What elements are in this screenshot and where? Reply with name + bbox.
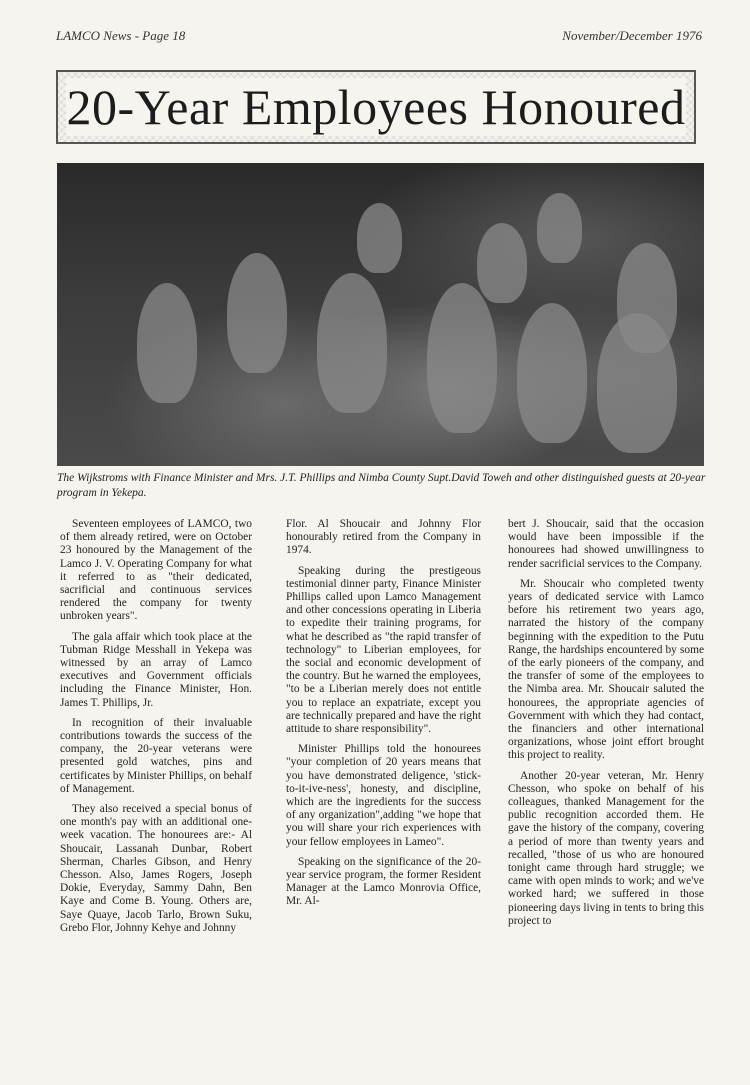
- paragraph: Minister Phillips told the honourees "your completion of 20 years means that you have demonstrated deligence, 'stick-to-it-ive-ness', honesty, and discipline, which are the ingredients for the success of any organization",adding "we hope that you will share your rich experiences with your fellow employees in Lameo".: [286, 743, 481, 848]
- headline: 20-Year Employees Honoured: [66, 79, 686, 135]
- page-header-date: November/December 1976: [562, 28, 702, 43]
- photo-caption: The Wijkstroms with Finance Minister and Mrs. J.T. Phillips and Nimba County Supt.David Toweh and other distinguished guests at 20-year program in Yekepa.: [57, 472, 706, 499]
- article-column-1: [60, 518, 252, 942]
- paragraph: Seventeen employees of LAMCO, two of them already retired, were on October 23 honoured by the Management of the Lamco J. V. Operating Company for what it referred to as "their dedicated, sacrificial and continuous services rendered the company for twenty unbroken years".: [60, 518, 252, 623]
- paragraph: Flor. Al Shoucair and Johnny Flor honourably retired from the Company in 1974.: [286, 518, 481, 557]
- headline-inner: [66, 78, 686, 136]
- page-header-left: LAMCO News - Page 18: [56, 28, 186, 43]
- article-column-3: [508, 518, 704, 935]
- paragraph: Another 20-year veteran, Mr. Henry Chesson, who spoke on behalf of his colleagues, thanked Management for the public recognition accorded them. He gave the history of the company, covering a period of more than twenty years and recalled, "those of us who are honoured tonight came through hard struggle; we came with open minds to work; and we've worked hard; we suffered in those pioneering days living in tents to bring this project to: [508, 769, 704, 927]
- paragraph: Mr. Shoucair who completed twenty years of dedicated service with Lamco before his retirement two years ago, narrated the history of the company beginning with the expedition to the Putu Range, the hardships encountered by some of the early pioneers of the company, and the transfer of some of the employees to the Nimba area. Mr. Shoucair saluted the honourees, the appropriate agencies of Government with which they had contact, the financiers and other international organizations, whose joint effort brought this project to reality.: [508, 577, 704, 762]
- article-column-2: [286, 518, 481, 916]
- paragraph: They also received a special bonus of one month's pay with an additional one-week vacation. The honourees are:- Al Shoucair, Lassanah Dunbar, Robert Sherman, Charles Gibson, and Henry Chesson. Also, James Rogers, Joseph Dokie, Everyday, Sammy Dahn, Ben Kaye and Come B. Young. Others are, Saye Quaye, Jacob Tarlo, Brown Suku, Grebo Flor, Johnny Kehye and Johnny: [60, 803, 252, 934]
- paragraph: Speaking during the prestigeous testimonial dinner party, Finance Minister Phillips called upon Lamco Management and other concessions operating in Liberia to expedite their training programs, for what he described as "the rapid transfer of technology" to Liberian employees, for the social and economic development of the country. But he warned the employees, "to be a Liberian merely does not entitle you to replace an expatriate, except you are technically prepared and have the right attitude to share responsibility".: [286, 564, 481, 736]
- paragraph: bert J. Shoucair, said that the occasion would have been impossible if the honourees had showed unwillingness to render sacrificial services to the Company.: [508, 518, 704, 570]
- event-photo: [57, 163, 704, 466]
- paragraph: In recognition of their invaluable contributions towards the success of the company, the 20-year veterans were presented gold watches, pins and certificates by Minister Phillips, on behalf of Management.: [60, 716, 252, 795]
- paragraph: The gala affair which took place at the Tubman Ridge Messhall in Yekepa was witnessed by an array of Lamco executives and Government officials including the Finance Minister, Hon. James T. Phillips, Jr.: [60, 630, 252, 709]
- headline-box: [56, 70, 696, 144]
- paragraph: Speaking on the significance of the 20-year service program, the former Resident Manager at the Lamco Monrovia Office, Mr. Al-: [286, 855, 481, 908]
